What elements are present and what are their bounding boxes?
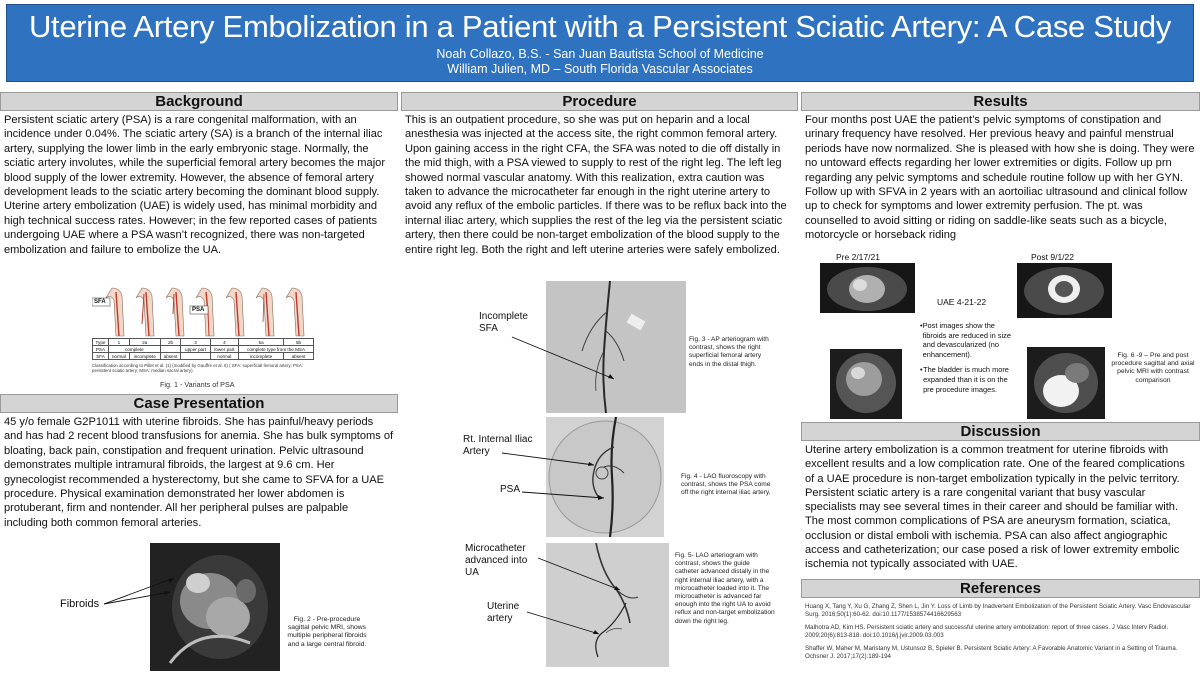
internal-iliac-label: Rt. Internal Iliac Artery — [463, 434, 533, 457]
psa-arrow — [520, 488, 610, 504]
table-cell: normal — [108, 353, 129, 360]
column-right — [801, 92, 1200, 245]
table-cell: 1 — [108, 339, 129, 346]
table-row — [93, 353, 314, 360]
leg-variant-1 — [106, 288, 124, 336]
procedure-heading: Procedure — [401, 92, 798, 111]
table-cell: lower part — [210, 346, 238, 353]
table-cell — [181, 353, 210, 360]
fig5-caption: Fig. 5- LAO arteriogram with contrast, shows the guide catheter advanced distally in the right internal iliac artery, with a microcatheter loaded into it. The microcatheter is advanced far enough into the right UA to avoid reflux and non-target embolization down the right leg. — [675, 552, 775, 625]
internal-iliac-arrow — [500, 451, 600, 471]
list-item: • Post images show the fibroids are reduced in size and devascularized (no enhancement). — [920, 321, 1018, 359]
fig1-variants-table — [92, 338, 314, 360]
fig1-psa-label: PSA — [192, 307, 205, 313]
fig6-9-caption: Fig. 6 -9 – Pre and post procedure sagittal and axial pelvic MRI with contrast comparison — [1111, 352, 1195, 384]
table-cell: 5b — [284, 339, 314, 346]
references-heading: References — [801, 579, 1200, 598]
author-line-1: Noah Collazo, B.S. - San Juan Bautista School of Medicine — [436, 47, 764, 61]
title-banner — [6, 4, 1194, 82]
table-cell: 2b — [160, 339, 181, 346]
table-cell: 3 — [181, 339, 210, 346]
post-axial-mri-image — [1017, 263, 1112, 318]
uae-date-label: UAE 4-21-22 — [937, 297, 987, 307]
table-cell: incomplete — [129, 353, 160, 360]
reference-1: Huang X, Tang Y, Xu G, Zhang Z, Shen L, Jin Y. Loss of Limb by Inadvertent Embolization of the Persistent Sciatic Artery. Vasc Endovascular Surg. 2016;50(1):60-62. doi:10.1177/1538574416629563 — [805, 603, 1191, 618]
fig2-caption: Fig. 2 - Pre-procedure sagittal pelvic MRI, shows multiple peripheral fibroids and a large central fibroid. — [287, 616, 367, 648]
case-text: 45 y/o female G2P1011 with uterine fibroids. She has painful/heavy periods and has had 2 recent blood transfusions for anemia. She has bulk symptoms of bloating, back pain, constipation and frequent urination. Pelvic ultrasound demonstrates multiple intramural fibroids, the largest at 9.6 cm. Her gynecologist recommended a hysterectomy, but she came to SFVA for a UAE procedure. Physical examination demonstrated her lower abdomen is protuberant, firm and nontender. All her peripheral pulses are palpable including both common femoral arteries. — [4, 416, 394, 529]
table-cell: 2a — [129, 339, 160, 346]
table-cell: PSA — [93, 346, 109, 353]
incomplete-sfa-label: Incomplete SFA — [479, 311, 528, 334]
bullet-text-1: Post images show the fibroids are reduced in size and devascularized (no enhancement). — [922, 321, 1011, 359]
post-sagittal-mri-image — [1027, 347, 1105, 419]
table-cell: upper part — [181, 346, 210, 353]
table-cell: incomplete — [239, 353, 284, 360]
background-text: Persistent sciatic artery (PSA) is a rare congenital malformation, with an incidence under 0.04%. The sciatic artery (SA) is a branch of the internal iliac artery, supplying the lower limb in the early embryonic stage. Normally, the sciatic artery involutes, while the superficial femoral artery becomes the major blood supply of the lower extremity. However, the absence of femoral artery development leads to the sciatic artery becoming the dominant blood supply. Uterine artery embolization (UAE) is widely used, has minimal morbidity and high technical success rates. However; in the few reported cases of patients undergoing UAE where a PSA wasn’t recognized, there was non-targeted embolization and failure to embolize the UA. — [4, 114, 386, 256]
fig1-table-note: Classification according to Pillet et al. (1) (modified by Gauffre et al. 5) ( SFA: superficial femoral artery; PSA: persistent sciatic artery; MSA: median sacral artery) — [92, 363, 303, 374]
pre-date-label: Pre 2/17/21 — [836, 252, 880, 262]
case-heading: Case Presentation — [0, 394, 398, 413]
column-middle — [401, 92, 798, 259]
table-cell: 5a — [239, 339, 284, 346]
table-cell: SFA — [93, 353, 109, 360]
list-item: • The bladder is much more expanded than it is on the pre procedure images. — [920, 365, 1018, 394]
fig3-caption: Fig. 3 - AP arteriogram with contrast, shows the right superficial femoral artery ends in the distal thigh. — [689, 336, 769, 368]
table-cell: complete type from the MSA — [239, 346, 314, 353]
results-bullet-list — [920, 321, 1018, 394]
table-cell: absent — [284, 353, 314, 360]
table-cell: Type — [93, 339, 109, 346]
discussion-heading: Discussion — [801, 422, 1200, 441]
table-row — [93, 346, 314, 353]
leg-variant-2b — [166, 288, 184, 336]
procedure-text: This is an outpatient procedure, so she was put on heparin and a local anesthesia was injected at the access site, the right common femoral artery. Upon gaining access in the right CFA, the SFA was noted to die off distally in the mid thigh, with a PSA viewed to supply to rest of the right leg. The left leg showed normal vascular anatomy. With this realization, extra caution was taken to advance the microcatheter far enough in the right uterine artery to avoid any reflux of the embolic particles. If there was to be reflux back into the internal iliac artery, which supplies the rest of the leg via the persistent sciatic artery, then there could be non-target embolization of the blood supply to the entire right leg. Both the right and left uterine arteries were safely embolized. — [405, 114, 787, 256]
author-line-2: William Julien, MD – South Florida Vascular Associates — [447, 62, 753, 76]
fig4-lao-fluoroscopy-image — [546, 417, 664, 537]
leg-variant-2a — [136, 288, 154, 336]
table-cell: absent — [160, 353, 181, 360]
leg-variant-5a — [256, 288, 274, 336]
fig4-caption: Fig. 4 - LAO fluoroscopy with contrast, shows the PSA come off the right internal iliac artery. — [681, 473, 771, 497]
case-section — [0, 394, 398, 532]
table-cell: complete — [108, 346, 160, 353]
reference-2: Malhotra AD, Kim HS. Persistent sciatic artery and successful uterine artery embolization: report of three cases. J Vasc Interv Radiol. 2009;20(6):813-818. doi:10.1016/j.jvir.2009.03.003 — [805, 624, 1169, 639]
uterine-artery-arrow — [525, 610, 605, 640]
uterine-artery-label: Uterine artery — [487, 601, 520, 624]
table-cell — [160, 346, 181, 353]
post-date-label: Post 9/1/22 — [1031, 252, 1075, 262]
table-cell: 4 — [210, 339, 238, 346]
pre-axial-mri-image — [820, 263, 915, 313]
table-row — [93, 339, 314, 346]
results-heading: Results — [801, 92, 1200, 111]
microcatheter-arrow — [536, 556, 626, 596]
psa-label: PSA — [500, 484, 521, 495]
table-cell: normal — [210, 353, 238, 360]
fibroids-label: Fibroids — [60, 598, 100, 610]
fig1-caption: Fig. 1 - Variants of PSA — [160, 380, 235, 389]
results-text: Four months post UAE the patient’s pelvic symptoms of constipation and urinary frequency have resolved. Her previous heavy and painful menstrual periods have now normalized. She is pleased with how she is doing. They were no untoward effects regarding her lower extremities or digits. Follow up prn regarding any pelvic symptoms and schedule routine follow up with her GYN. Follow up with SFVA in 2 years with an aortoiliac ultrasound and clinical follow up to check for symptoms and lower extremity perfusion. The pt. was counselled to avoid sitting or riding on saddle-like seats such as a bicycle, motorcycle or horseback riding — [805, 114, 1195, 242]
reference-3: Shaffer W, Maher M, Maristany M, Ustunsoz B, Spieler B. Persistent Sciatic Artery: A Favorable Anatomic Variant in a Setting of Trauma. Ochsner J. 2017;17(2):189-194 — [805, 645, 1178, 660]
discussion-text: Uterine artery embolization is a common treatment for uterine fibroids with excellent results and a low complication rate. One of the feared complications of a UAE procedure is non-target embolization typically in the pelvic territory. Persistent sciatic artery is a rare congenital variant that busy vascular specialists may see several times in their career and should be familiar with. The most common complications of PSA are aneurysm formation, sciatica, occlusion or distal emboli with ischemia. PSA can also affect angiographic access and catheterization; our case posed a risk of lower extremity embolic ischemia not typically associated with UAE. — [805, 444, 1185, 571]
discussion-section — [801, 422, 1200, 574]
poster-title: Uterine Artery Embolization in a Patient with a Persistent Sciatic Artery: A Case Study — [28, 9, 1172, 44]
pre-sagittal-mri-image — [830, 349, 902, 419]
leg-variant-5b — [286, 288, 304, 336]
references-section — [801, 579, 1200, 661]
background-heading: Background — [0, 92, 398, 111]
column-left — [0, 92, 398, 259]
microcatheter-label: Microcatheter advanced into UA — [465, 543, 528, 578]
bullet-text-2: The bladder is much more expanded than it is on the pre procedure images. — [923, 365, 1009, 394]
leg-variant-4 — [226, 288, 244, 336]
incomplete-sfa-arrow — [510, 335, 620, 385]
fibroids-arrows — [104, 574, 184, 614]
fig1-sfa-label: SFA — [94, 299, 106, 305]
